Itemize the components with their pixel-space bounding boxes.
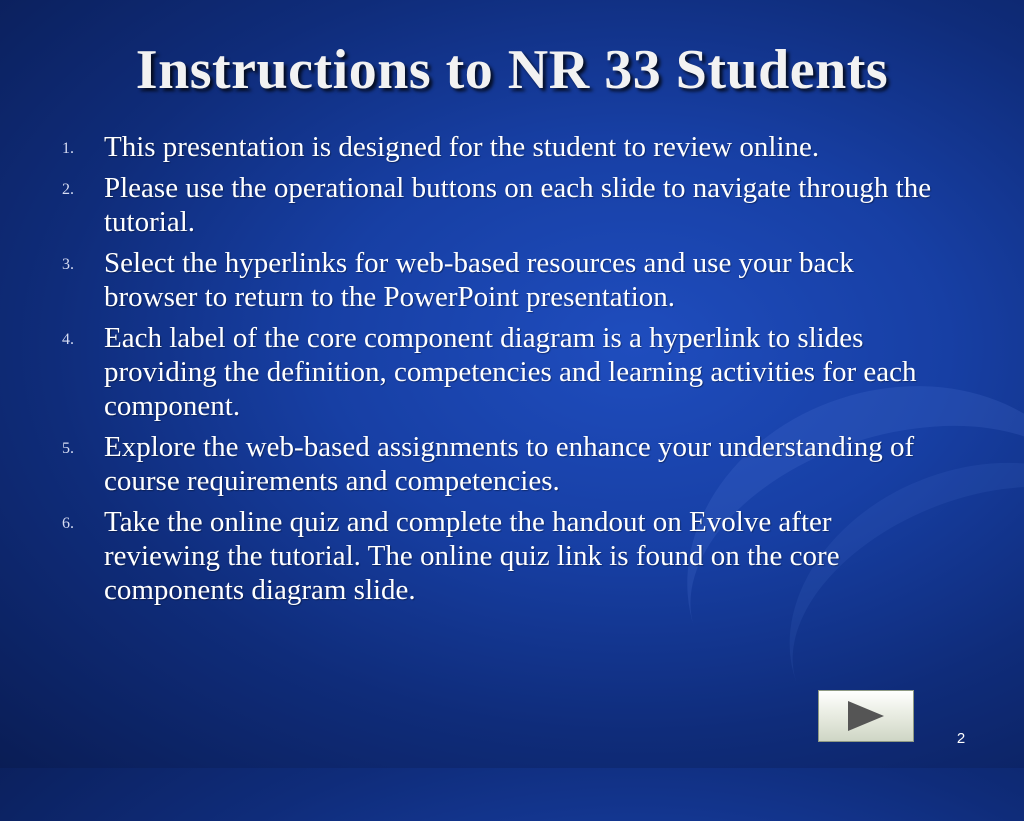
list-item bbox=[62, 246, 942, 314]
list-item bbox=[62, 171, 942, 239]
list-item-text: This presentation is designed for the student to review online. bbox=[104, 131, 820, 163]
play-right-icon bbox=[848, 701, 884, 731]
list-item-text: Select the hyperlinks for web-based resources and use your back browser to return to the PowerPoint presentation. bbox=[104, 247, 854, 313]
list-item-number: 4. bbox=[62, 331, 74, 348]
list-item bbox=[62, 130, 942, 164]
list-item bbox=[62, 321, 942, 423]
list-item-text: Explore the web-based assignments to enhance your understanding of course requirements and competencies. bbox=[104, 431, 915, 497]
next-slide-button[interactable] bbox=[818, 690, 914, 742]
list-item-number: 3. bbox=[62, 256, 74, 273]
list-item-text: Please use the operational buttons on each slide to navigate through the tutorial. bbox=[104, 172, 932, 238]
instructions-list bbox=[62, 130, 942, 614]
list-item-text: Each label of the core component diagram is a hyperlink to slides providing the definition, competencies and learning activities for each component. bbox=[104, 322, 917, 422]
slide-title: Instructions to NR 33 Students bbox=[135, 39, 889, 101]
slide-page-number: 2 bbox=[956, 730, 966, 747]
list-item-number: 2. bbox=[62, 181, 74, 198]
list-item-number: 6. bbox=[62, 515, 74, 532]
list-item-text: Take the online quiz and complete the handout on Evolve after reviewing the tutorial. The online quiz link is found on the core components diagram slide. bbox=[104, 506, 840, 606]
list-item-number: 1. bbox=[62, 140, 74, 157]
list-item bbox=[62, 430, 942, 498]
list-item-number: 5. bbox=[62, 440, 74, 457]
list-item bbox=[62, 505, 942, 607]
